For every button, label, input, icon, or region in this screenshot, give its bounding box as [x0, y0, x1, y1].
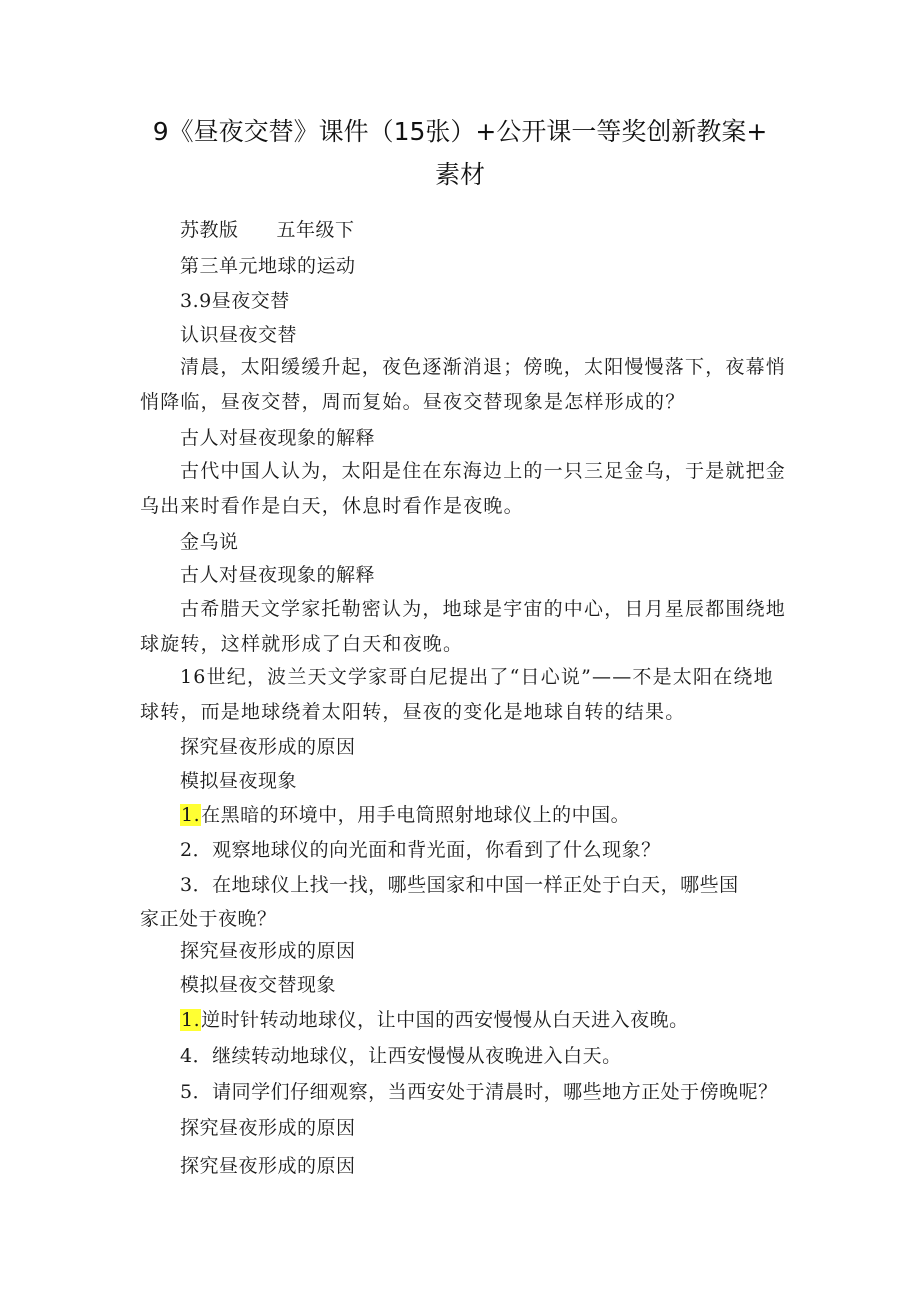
- edition-line: [180, 216, 355, 244]
- unit-heading: 第三单元地球的运动: [180, 255, 356, 277]
- highlighted-step-number: 1.: [181, 1009, 201, 1031]
- step-3-line-1: 3．在地球仪上找一找，哪些国家和中国一样正处于白天，哪些国: [180, 874, 739, 896]
- copernicus-paragraph: 16世纪，波兰天文学家哥白尼提出了“日心说”——不是太阳在绕地球转，而是地球绕着太阳转，昼夜的变化是地球自转的结果。: [140, 666, 774, 723]
- explore-heading-2: 探究昼夜形成的原因: [180, 940, 356, 962]
- ancient-heading-2: 古人对昼夜现象的解释: [180, 564, 376, 586]
- title-line-1: 9《昼夜交替》课件（15张）+公开课一等奖创新教案+: [152, 117, 768, 146]
- step-6: 5．请同学们仔细观察，当西安处于清晨时，哪些地方正处于傍晚呢？: [180, 1081, 778, 1103]
- highlighted-step-number: 1.: [181, 804, 201, 826]
- step-1-text: 在黑暗的环境中，用手电筒照射地球仪上的中国。: [201, 804, 631, 826]
- lesson-heading: 3.9昼夜交替: [180, 290, 290, 312]
- document-title: [130, 110, 790, 196]
- ancient-paragraph-1: 古代中国人认为，太阳是住在东海边上的一只三足金乌，于是就把金乌出来时看作是白天，休息时看作是夜晚。: [140, 460, 787, 517]
- ancient-heading-1: 古人对昼夜现象的解释: [180, 427, 376, 449]
- explore-heading-4: 探究昼夜形成的原因: [180, 1155, 356, 1177]
- simulate-heading-1: 模拟昼夜现象: [180, 770, 298, 792]
- publisher: 苏教版: [180, 219, 239, 241]
- step-4-text: 逆时针转动地球仪，让中国的西安慢慢从白天进入夜晚。: [201, 1009, 689, 1031]
- step-2: 2．观察地球仪的向光面和背光面，你看到了什么现象？: [180, 839, 661, 861]
- simulate-heading-2: 模拟昼夜交替现象: [180, 974, 337, 996]
- step-4: [180, 1006, 689, 1034]
- grade: 五年级下: [276, 219, 355, 241]
- title-line-2: 素材: [434, 160, 485, 189]
- jinwu-heading: 金乌说: [180, 531, 239, 553]
- step-1: [180, 801, 630, 829]
- step-3-line-2: 家正处于夜晚？: [140, 908, 277, 930]
- step-5: 4．继续转动地球仪，让西安慢慢从夜晚进入白天。: [180, 1045, 622, 1067]
- explore-heading-1: 探究昼夜形成的原因: [180, 736, 356, 758]
- explore-heading-3: 探究昼夜形成的原因: [180, 1117, 356, 1139]
- intro-paragraph: 清晨，太阳缓缓升起，夜色逐渐消退；傍晚，太阳慢慢落下，夜幕悄悄降临，昼夜交替，周而复始。昼夜交替现象是怎样形成的？: [140, 356, 787, 413]
- ptolemy-paragraph: 古希腊天文学家托勒密认为，地球是宇宙的中心，日月星辰都围绕地球旋转，这样就形成了白天和夜晚。: [140, 598, 787, 655]
- section-heading: 认识昼夜交替: [180, 324, 298, 346]
